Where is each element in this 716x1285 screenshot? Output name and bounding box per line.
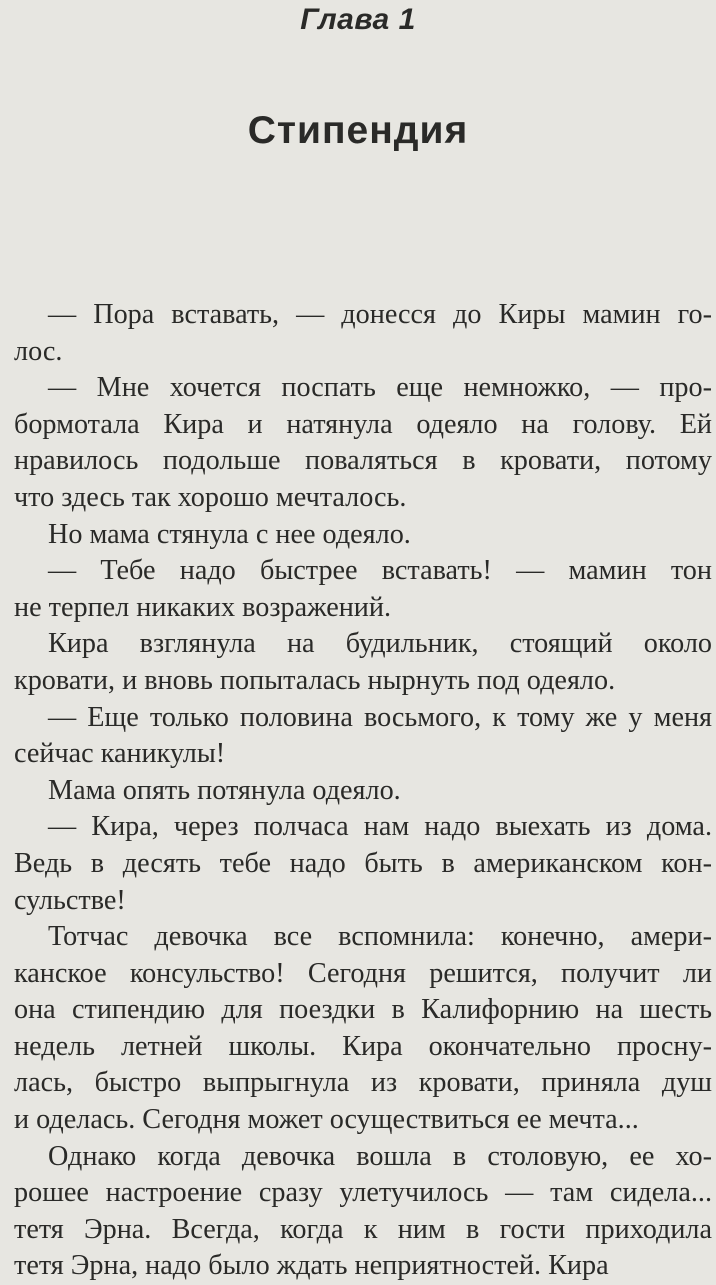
text-line: — Мне хочется поспать еще немножко, — про- — [48, 372, 712, 404]
text-line: недель летней школы. Кира окончательно просну- — [14, 1030, 712, 1062]
text-line: — Пора вставать, — донесся до Киры мамин го- — [48, 299, 712, 330]
text-line: Кира взглянула на будильник, стоящий около — [48, 628, 712, 660]
paragraph — [0, 370, 716, 516]
chapter-body-text — [0, 297, 716, 1285]
chapter-label: Глава 1 — [300, 3, 416, 36]
text-line: Тотчас девочка все вспомнила: конечно, амери- — [48, 921, 712, 953]
text-line: — Еще только половина восьмого, к тому же у меня — [48, 701, 712, 733]
text-line: тетя Эрна, надо было ждать неприятностей. Кира — [14, 1250, 609, 1282]
text-line: не терпел никаких возражений. — [14, 591, 392, 623]
text-line: — Тебе надо быстрее вставать! — мамин тон — [48, 555, 712, 587]
paragraph — [0, 553, 716, 626]
text-line: и оделась. Сегодня может осуществиться ее мечта... — [14, 1104, 639, 1136]
paragraph — [0, 297, 716, 370]
text-line: Но мама стянула с нее одеяло. — [48, 518, 411, 550]
text-line: кровати, и вновь попыталась нырнуть под одеяло. — [14, 664, 616, 696]
text-line: лос. — [14, 335, 63, 367]
text-line: что здесь так хорошо мечталось. — [14, 481, 407, 513]
text-line: сейчас каникулы! — [14, 738, 226, 770]
text-line: сульстве! — [14, 884, 126, 916]
text-line: рошее настроение сразу улетучилось — там сидела... — [14, 1177, 712, 1209]
text-line: Однако когда девочка вошла в столовую, ее хо- — [48, 1140, 712, 1172]
text-line: Ведь в десять тебе надо быть в американском кон- — [14, 847, 712, 879]
text-line: Мама опять потянула одеяло. — [48, 774, 401, 806]
paragraph — [0, 773, 716, 810]
paragraph — [0, 700, 716, 773]
text-line: бормотала Кира и натянула одеяло на голову. Ей — [14, 408, 712, 440]
text-line: лась, быстро выпрыгнула из кровати, приняла душ — [14, 1067, 712, 1099]
chapter-title: Стипендия — [247, 109, 469, 152]
paragraph — [0, 919, 716, 1139]
paragraph — [0, 626, 716, 699]
text-line: — Кира, через полчаса нам надо выехать из дома. — [48, 811, 712, 843]
paragraph — [0, 809, 716, 919]
text-line: тетя Эрна. Всегда, когда к ним в гости приходила — [14, 1213, 712, 1245]
text-line: нравилось подольше поваляться в кровати, потому — [14, 445, 712, 477]
text-line: канское консульство! Сегодня решится, получит ли — [14, 957, 712, 989]
paragraph — [0, 1139, 716, 1285]
text-line: она стипендию для поездки в Калифорнию на шесть — [14, 994, 712, 1026]
paragraph — [0, 517, 716, 554]
